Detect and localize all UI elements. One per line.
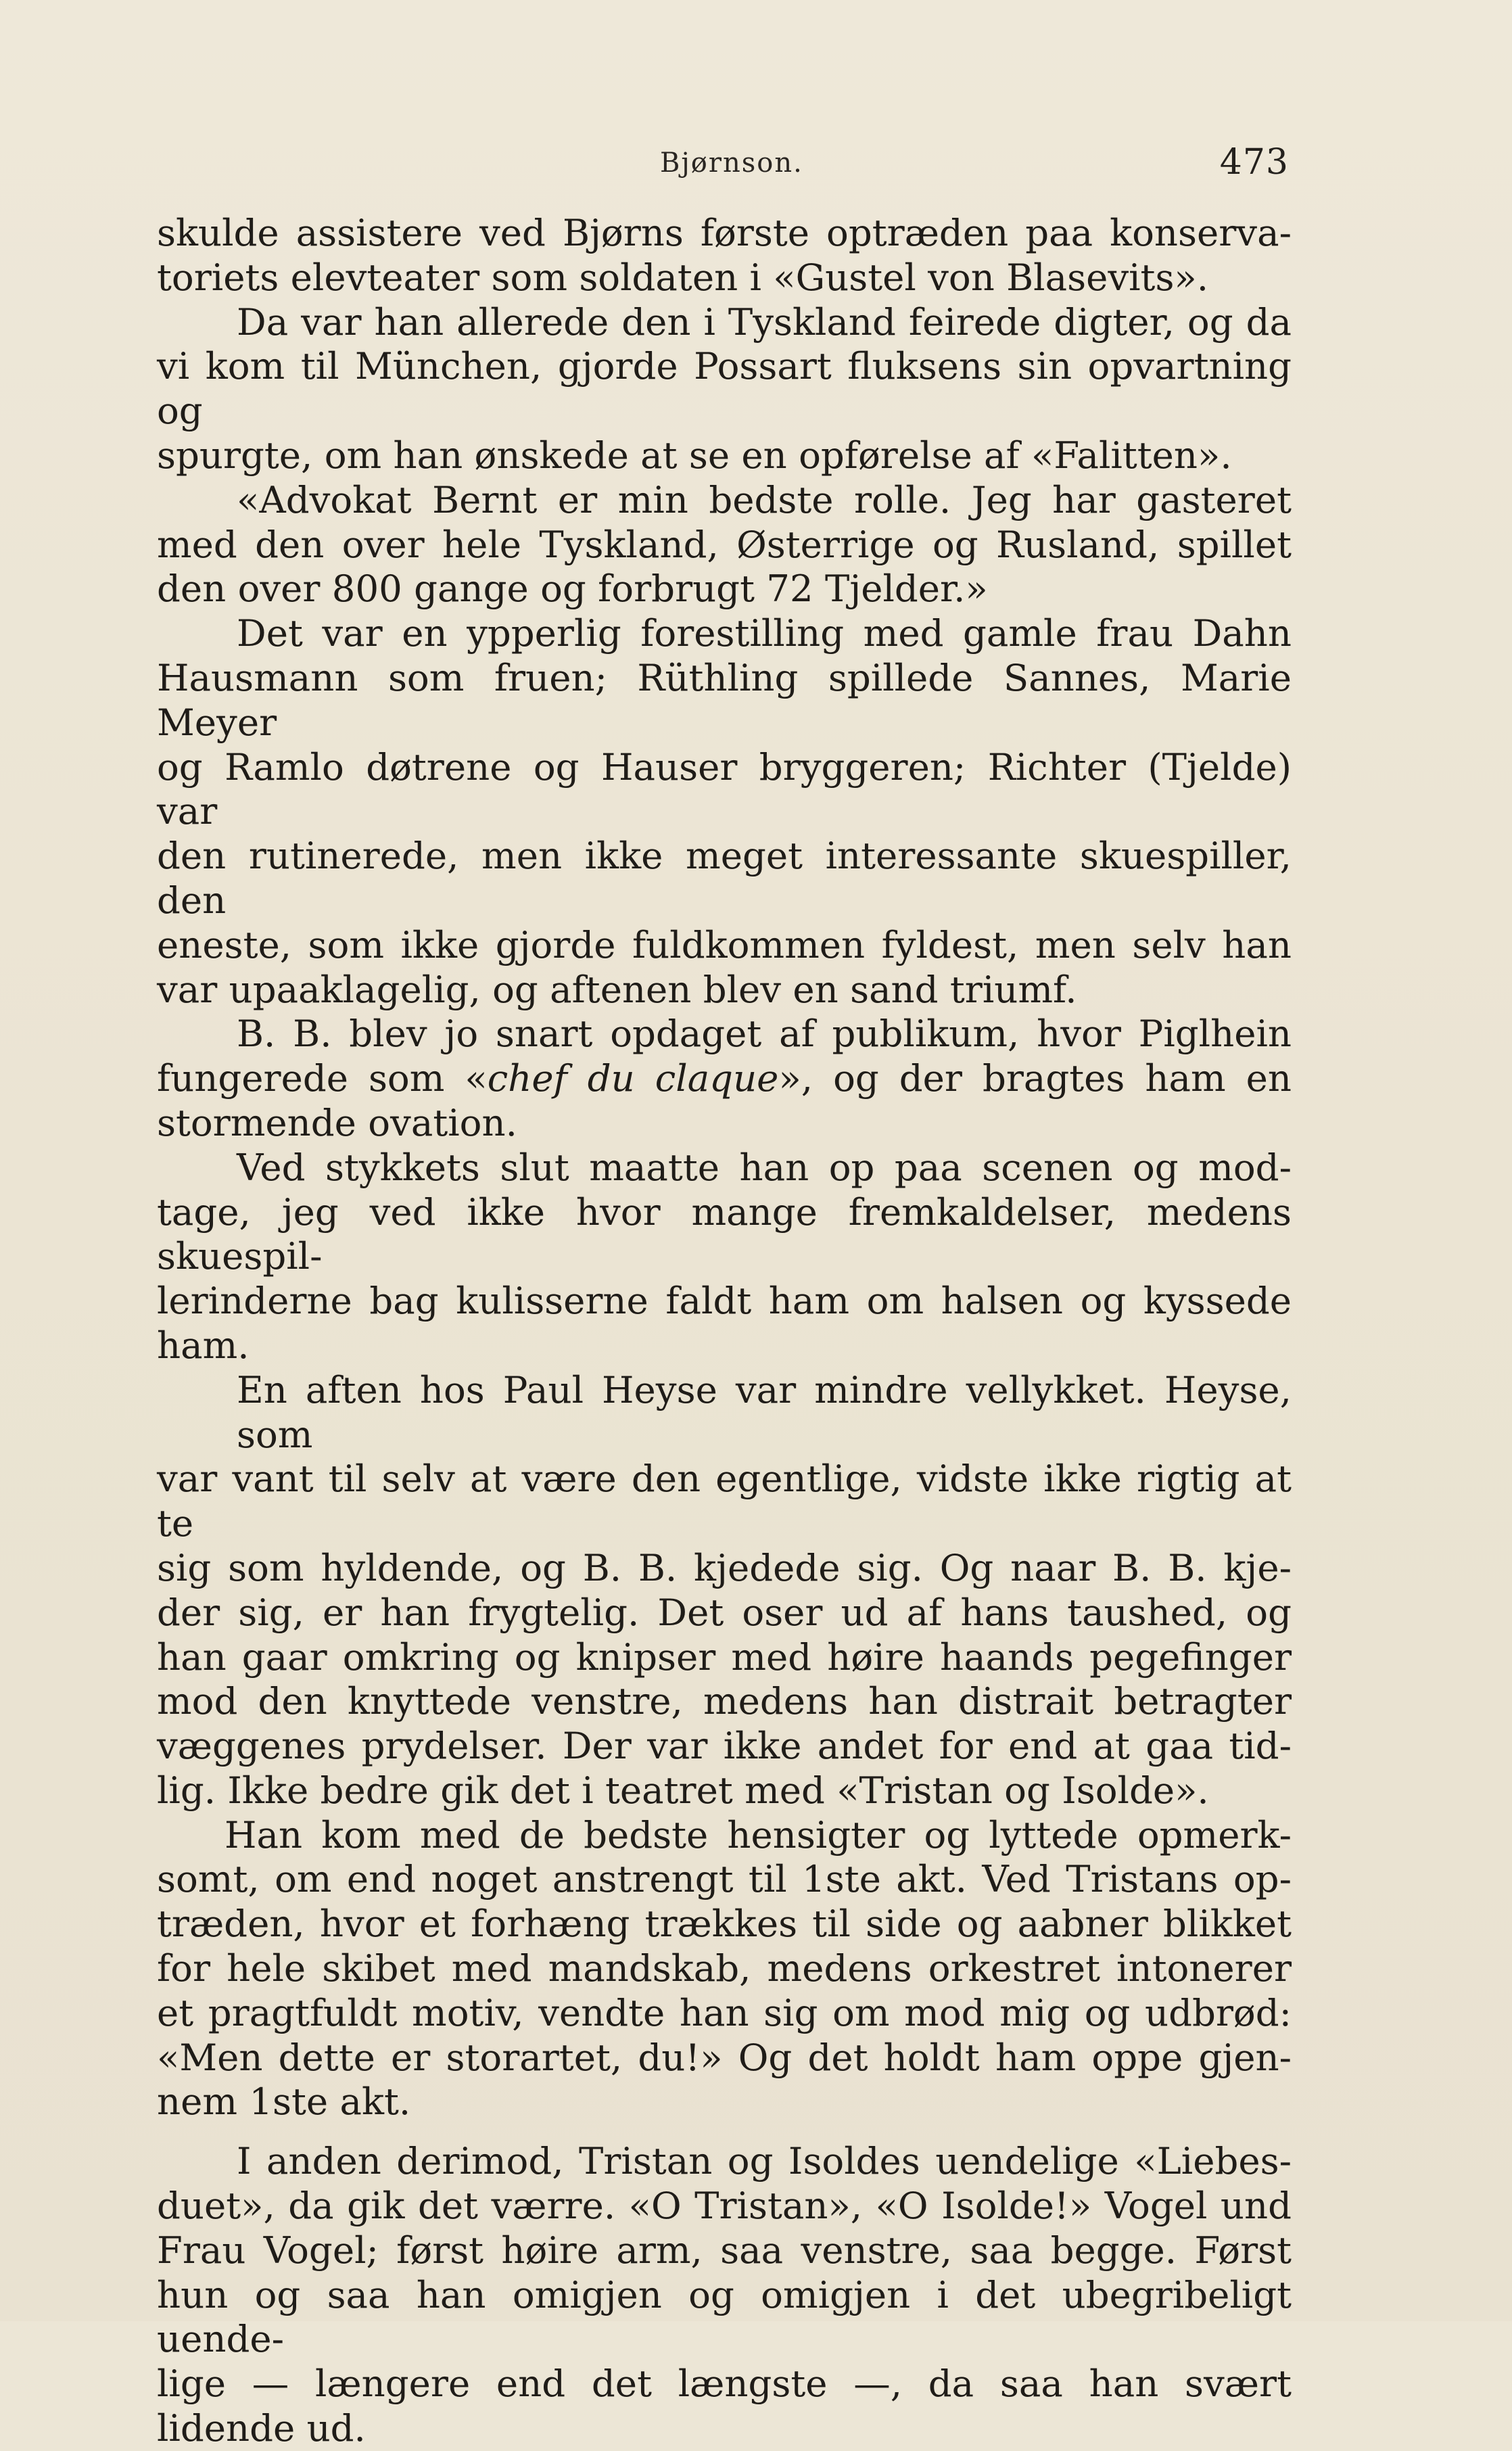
paragraph [157, 2139, 1292, 2451]
text-line: træden, hvor et forhæng trækkes til side og aabner blikket [157, 1902, 1292, 1946]
text-line: Det var en ypperlig forestilling med gamle frau Dahn [237, 611, 1292, 655]
text-line: lig. Ikke bedre gik det i teatret med «Tristan og Isolde». [157, 1768, 1209, 1812]
text-line: tage, jeg ved ikke hvor mange fremkaldelser, medens skuespil- [157, 1190, 1292, 1278]
text-line: duet», da gik det værre. «O Tristan», «O Isolde!» Vogel und [157, 2184, 1292, 2228]
text-line: mod den knyttede venstre, medens han distrait betragter [157, 1679, 1292, 1723]
text-line: toriets elevteater som soldaten i «Gustel von Blasevits». [157, 255, 1209, 299]
paragraph [157, 1012, 1292, 1145]
text-line: Ved stykkets slut maatte han op paa scenen og mod- [237, 1145, 1292, 1189]
running-head: Bjørnson. [660, 147, 803, 179]
text-line: og Ramlo døtrene og Hauser bryggeren; Richter (Tjelde) var [157, 745, 1292, 833]
text-line: Han kom med de bedste hensigter og lyttede opmerk- [225, 1813, 1292, 1857]
paragraph [157, 1146, 1292, 1368]
text-line: sig som hyldende, og B. B. kjedede sig. Og naar B. B. kje- [157, 1545, 1292, 1589]
text-line: vi kom til München, gjorde Possart fluksens sin opvartning og [157, 344, 1292, 433]
italic-phrase: chef du claque [487, 1056, 779, 1100]
text-line: Frau Vogel; først høire arm, saa venstre, saa begge. Først [157, 2228, 1292, 2272]
text-line: skulde assistere ved Bjørns første optræden paa konserva- [157, 211, 1292, 254]
line-part: », og der bragtes ham en [778, 1056, 1292, 1100]
text-line: Da var han allerede den i Tyskland feirede digter, og da [237, 300, 1292, 344]
paragraph [157, 211, 1292, 300]
text-line: «Men dette er storartet, du!» Og det holdt ham oppe gjen- [157, 2035, 1292, 2079]
paragraph [157, 611, 1292, 1012]
text-line: med den over hele Tyskland, Østerrige og Rusland, spillet [157, 522, 1292, 566]
text-line: den over 800 gange og forbrugt 72 Tjelder.» [157, 567, 988, 611]
text-line: spurgte, om han ønskede at se en opførelse af «Falitten». [157, 433, 1232, 477]
body-text [157, 211, 1292, 2451]
paragraph [157, 300, 1292, 478]
text-line: «Advokat Bernt er min bedste rolle. Jeg har gasteret [237, 477, 1292, 521]
page-number: 473 [1219, 142, 1289, 183]
text-line: lige — længere end det længste —, da saa han svært [157, 2362, 1292, 2406]
paragraph [157, 478, 1292, 611]
text-line: B. B. blev jo snart opdaget af publikum, hvor Piglhein [237, 1012, 1292, 1056]
page-header [160, 142, 1289, 189]
paragraph [157, 1368, 1292, 1813]
text-line: nem 1ste akt. [157, 2080, 411, 2124]
text-line: der sig, er han frygtelig. Det oser ud af hans taushed, og [157, 1590, 1292, 1634]
text-line: var vant til selv at være den egentlige, vidste ikke rigtig at te [157, 1457, 1292, 1545]
text-line-with-italic [157, 1056, 1292, 1101]
text-line: hun og saa han omigjen og omigjen i det ubegribeligt uende- [157, 2272, 1292, 2361]
text-line: den rutinerede, men ikke meget interessante skuespiller, den [157, 834, 1292, 922]
text-line: Hausmann som fruen; Rüthling spillede Sannes, Marie Meyer [157, 655, 1292, 744]
text-line: han gaar omkring og knipser med høire haands pegefinger [157, 1635, 1292, 1679]
text-line: En aften hos Paul Heyse var mindre vellykket. Heyse, som [237, 1368, 1292, 1456]
text-line: somt, om end noget anstrengt til 1ste akt. Ved Tristans op- [157, 1857, 1292, 1901]
text-line: lidende ud. [157, 2406, 366, 2450]
text-line: for hele skibet med mandskab, medens orkestret intonerer [157, 1946, 1292, 1990]
line-part: fungerede som « [157, 1056, 488, 1100]
text-line: stormende ovation. [157, 1100, 517, 1144]
text-line: et pragtfuldt motiv, vendte han sig om mod mig og udbrød: [157, 1990, 1292, 2034]
text-line: var upaaklagelig, og aftenen blev en sand triumf. [157, 967, 1077, 1011]
text-line: lerinderne bag kulisserne faldt ham om halsen og kyssede ham. [157, 1279, 1292, 1367]
text-line: I anden derimod, Tristan og Isoldes uendelige «Liebes- [237, 2139, 1292, 2183]
text-line: eneste, som ikke gjorde fuldkommen fyldest, men selv han [157, 923, 1292, 966]
paragraph [157, 1813, 1292, 2125]
text-line: væggenes prydelser. Der var ikke andet for end at gaa tid- [157, 1724, 1292, 1768]
